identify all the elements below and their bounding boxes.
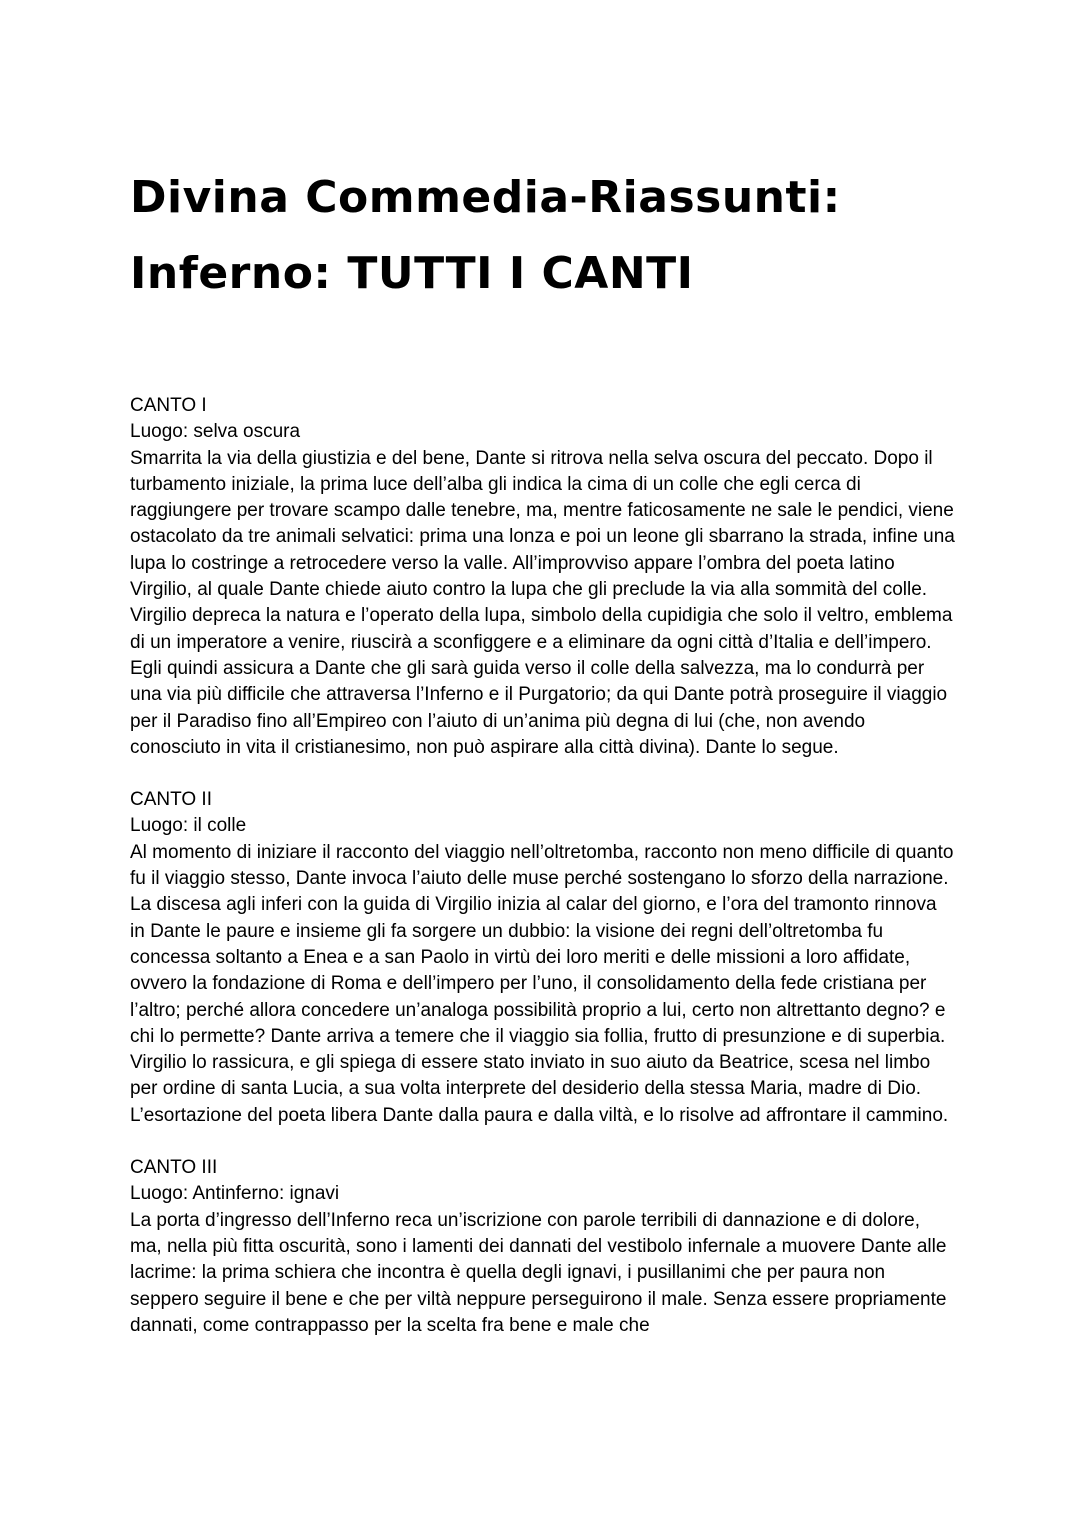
title-line-2: Inferno: TUTTI I CANTI: [130, 248, 694, 299]
canto-heading: CANTO III: [130, 1157, 218, 1179]
canto-place: Luogo: selva oscura: [130, 421, 301, 443]
canto-heading: CANTO II: [130, 789, 212, 811]
canto-place: Luogo: Antinferno: ignavi: [130, 1183, 340, 1205]
canto-summary: Al momento di iniziare il racconto del viaggio nell’oltretomba, racconto non meno difficile di quanto fu il viaggio stesso, Dante invoca l’aiuto delle muse perché sostengano lo sforzo della narrazione. La discesa agli inferi con la guida di Virgilio inizia al calar del giorno, e l’ora del tramonto rinnova in Dante le paure e insieme gli fa sorgere un dubbio: la visione dei regni dell’oltretomba fu concessa soltanto a Enea e a san Paolo in virtù dei loro meriti e delle missioni a loro affidate, ovvero la fondazione di Roma e dell’impero per l’uno, il consolidamento della fede cristiana per l’altro; perché allora concedere un’analoga possibilità proprio a lui, certo non altrettanto degno? e chi lo permette? Dante arriva a temere che il viaggio sia follia, frutto di presunzione e di superbia. Virgilio lo rassicura, e gli spiega di essere stato inviato in suo aiuto da Beatrice, scesa nel limbo per ordine di santa Lucia, a sua volta interprete del desiderio della stessa Maria, madre di Dio. L’esortazione del poeta libera Dante dalla paura e dalla viltà, e lo risolve ad affrontare il cammino.: [130, 841, 954, 1126]
document-body: [130, 393, 955, 1365]
canto-section-3: [130, 1155, 955, 1339]
canto-section-1: [130, 393, 955, 761]
canto-heading: CANTO I: [130, 395, 207, 416]
canto-summary: La porta d’ingresso dell’Inferno reca un’iscrizione con parole terribili di dannazione e di dolore, ma, nella più fitta oscurità, sono i lamenti dei dannati del vestibolo infernale a muovere Dante alle lacrime: la prima schiera che incontra è quella degli ignavi, i pusillanimi che per paura non seppero seguire il bene e che per viltà neppure perseguirono il male. Senza essere propriamente dannati, come contrappasso per la scelta fra bene e male che: [130, 1209, 947, 1336]
document-title: [130, 160, 1030, 312]
canto-place: Luogo: il colle: [130, 815, 247, 837]
title-line-1: Divina Commedia-Riassunti:: [130, 172, 841, 223]
canto-section-2: [130, 787, 955, 1129]
canto-summary: Smarrita la via della giustizia e del bene, Dante si ritrova nella selva oscura del peccato. Dopo il turbamento iniziale, la prima luce dell’alba gli indica la cima di un colle che egli cerca di raggiungere per trovare scampo dalle tenebre, ma, mentre faticosamente ne sale le pendici, viene ostacolato da tre animali selvatici: prima una lonza e poi un leone gli sbarrano la strada, infine una lupa lo costringe a retrocedere verso la valle. All’improvviso appare l’ombra del poeta latino Virgilio, al quale Dante chiede aiuto contro la lupa che gli preclude la via alla sommità del colle. Virgilio depreca la natura e l’operato della lupa, simbolo della cupidigia che solo il veltro, emblema di un imperatore a venire, riuscirà a sconfiggere e a eliminare da ogni città d’Italia e dell’impero. Egli quindi assicura a Dante che gli sarà guida verso il colle della salvezza, ma lo condurrà per una via più difficile che attraversa l’Inferno e il Purgatorio; da qui Dante potrà proseguire il viaggio per il Paradiso fino all’Empireo con l’aiuto di un’anima più degna di lui (che, non avendo conosciuto in vita il cristianesimo, non può aspirare alla città divina). Dante lo segue.: [130, 447, 955, 758]
